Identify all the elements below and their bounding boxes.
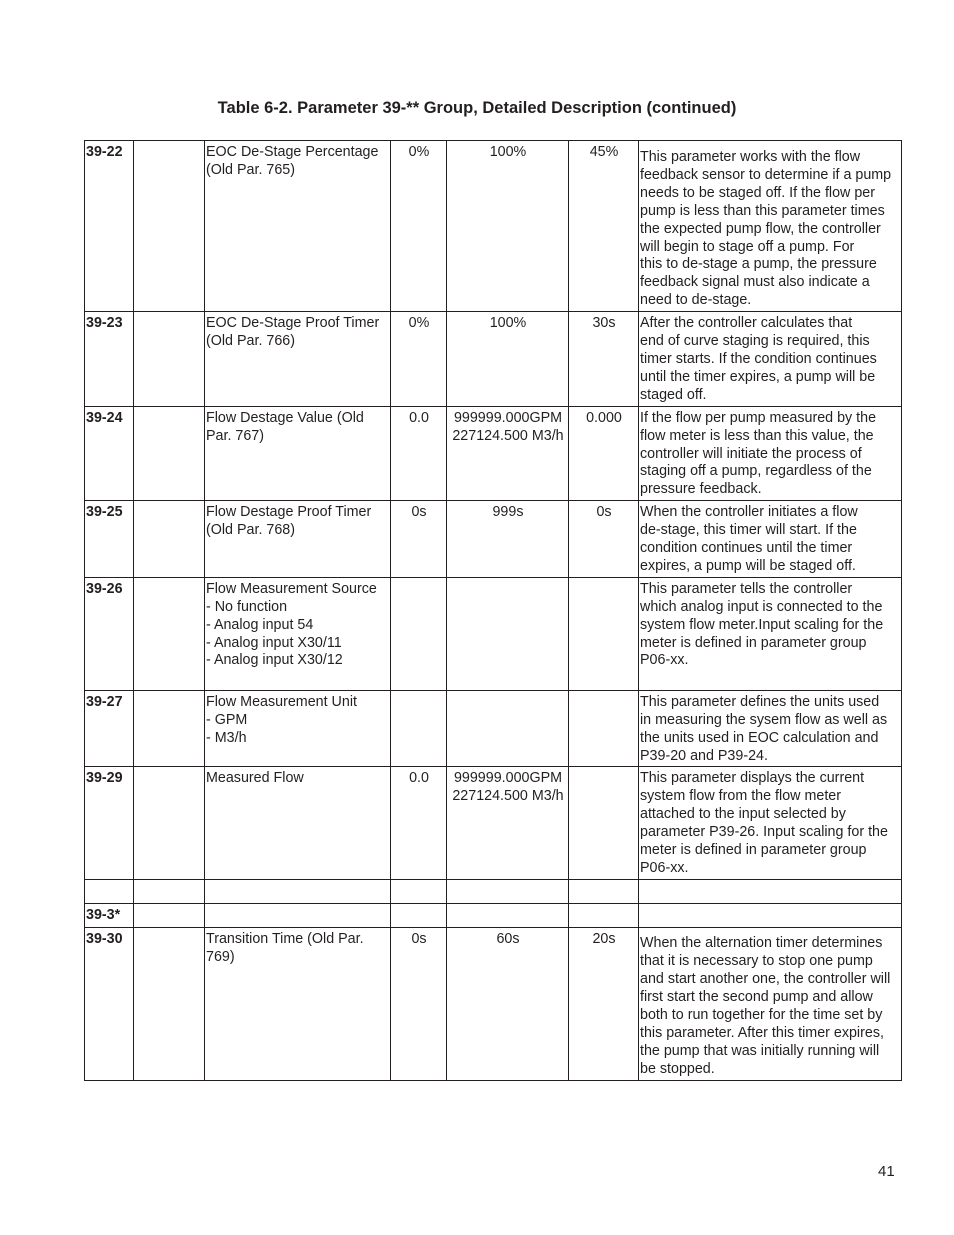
parameter-default: 30s: [569, 312, 639, 407]
blank-cell: [134, 577, 205, 690]
parameter-max: [447, 690, 569, 767]
blank-cell: [205, 904, 391, 928]
parameter-max: [447, 577, 569, 690]
parameter-description: If the flow per pump measured by the flow meter is less than this value, the controller will initiate the process of staging off a pump, regardless of the pressure feedback.: [639, 406, 902, 501]
parameter-description: This parameter works with the flow feedback sensor to determine if a pump needs to be staged off. If the flow per pump is less than this parameter times the expected pump flow, the controller will begin to stage off a pump. For this to de-stage a pump, the pressure feedback signal must also indicate a need to de-stage.: [639, 141, 902, 312]
parameter-max: 100%: [447, 141, 569, 312]
blank-cell: [391, 904, 447, 928]
parameter-default: 45%: [569, 141, 639, 312]
parameter-min: [391, 577, 447, 690]
blank-cell: [134, 501, 205, 578]
parameter-description: When the controller initiates a flow de-stage, this timer will start. If the condition continues until the timer expires, a pump will be staged off.: [639, 501, 902, 578]
parameter-name: Measured Flow: [205, 767, 391, 880]
parameter-default: 20s: [569, 928, 639, 1080]
parameter-min: 0s: [391, 501, 447, 578]
parameter-number: 39-26: [85, 577, 134, 690]
parameter-min: 0.0: [391, 767, 447, 880]
parameter-name: Flow Measurement Source - No function - Analog input 54 - Analog input X30/11 - Analog input X30/12: [205, 577, 391, 690]
blank-cell: [569, 880, 639, 904]
blank-cell: [85, 880, 134, 904]
parameter-default: 0s: [569, 501, 639, 578]
parameter-table: [84, 140, 902, 1081]
table-row: [85, 577, 902, 690]
blank-cell: [391, 880, 447, 904]
table-row: [85, 928, 902, 1080]
parameter-number: 39-23: [85, 312, 134, 407]
table-row: [85, 904, 902, 928]
parameter-name: Flow Measurement Unit - GPM - M3/h: [205, 690, 391, 767]
table-row: [85, 767, 902, 880]
parameter-name: Flow Destage Value (Old Par. 767): [205, 406, 391, 501]
parameter-default: [569, 690, 639, 767]
parameter-max: 60s: [447, 928, 569, 1080]
blank-cell: [134, 767, 205, 880]
parameter-name: Flow Destage Proof Timer (Old Par. 768): [205, 501, 391, 578]
table-row: [85, 880, 902, 904]
parameter-min: 0%: [391, 141, 447, 312]
parameter-default: [569, 767, 639, 880]
parameter-default: 0.000: [569, 406, 639, 501]
blank-cell: [134, 141, 205, 312]
parameter-max: 100%: [447, 312, 569, 407]
parameter-min: 0.0: [391, 406, 447, 501]
table-row: [85, 690, 902, 767]
table-title: Table 6-2. Parameter 39-** Group, Detailed Description (continued): [217, 99, 737, 117]
blank-cell: [569, 904, 639, 928]
parameter-number: 39-24: [85, 406, 134, 501]
blank-cell: [447, 880, 569, 904]
parameter-default: [569, 577, 639, 690]
page-number: 41: [878, 1163, 895, 1180]
group-header: 39-3*: [85, 904, 134, 928]
parameter-number: 39-22: [85, 141, 134, 312]
parameter-description: After the controller calculates that end of curve staging is required, this timer starts. If the condition continues until the timer expires, a pump will be staged off.: [639, 312, 902, 407]
blank-cell: [205, 880, 391, 904]
parameter-name: EOC De-Stage Proof Timer (Old Par. 766): [205, 312, 391, 407]
table-row: [85, 312, 902, 407]
parameter-max: 999999.000GPM 227124.500 M3/h: [447, 767, 569, 880]
parameter-name: EOC De-Stage Percentage (Old Par. 765): [205, 141, 391, 312]
parameter-name: Transition Time (Old Par. 769): [205, 928, 391, 1080]
parameter-number: 39-27: [85, 690, 134, 767]
parameter-description: When the alternation timer determines that it is necessary to stop one pump and start another one, the controller will first start the second pump and allow both to run together for the time set by this parameter. After this timer expires, the pump that was initially running will be stopped.: [639, 928, 902, 1080]
table-row: [85, 406, 902, 501]
parameter-number: 39-25: [85, 501, 134, 578]
parameter-max: 999s: [447, 501, 569, 578]
parameter-description: This parameter displays the current system flow from the flow meter attached to the input selected by parameter P39-26. Input scaling for the meter is defined in parameter group P06-xx.: [639, 767, 902, 880]
parameter-min: 0%: [391, 312, 447, 407]
parameter-description: This parameter defines the units used in measuring the sysem flow as well as the units used in EOC calculation and P39-20 and P39-24.: [639, 690, 902, 767]
blank-cell: [134, 690, 205, 767]
parameter-min: 0s: [391, 928, 447, 1080]
parameter-min: [391, 690, 447, 767]
blank-cell: [134, 406, 205, 501]
parameter-description: This parameter tells the controller which analog input is connected to the system flow meter.Input scaling for the meter is defined in parameter group P06-xx.: [639, 577, 902, 690]
blank-cell: [134, 928, 205, 1080]
blank-cell: [134, 312, 205, 407]
parameter-number: 39-29: [85, 767, 134, 880]
blank-cell: [134, 904, 205, 928]
blank-cell: [639, 880, 902, 904]
parameter-max: 999999.000GPM 227124.500 M3/h: [447, 406, 569, 501]
table-row: [85, 501, 902, 578]
blank-cell: [639, 904, 902, 928]
parameter-number: 39-30: [85, 928, 134, 1080]
blank-cell: [134, 880, 205, 904]
blank-cell: [447, 904, 569, 928]
table-row: [85, 141, 902, 312]
